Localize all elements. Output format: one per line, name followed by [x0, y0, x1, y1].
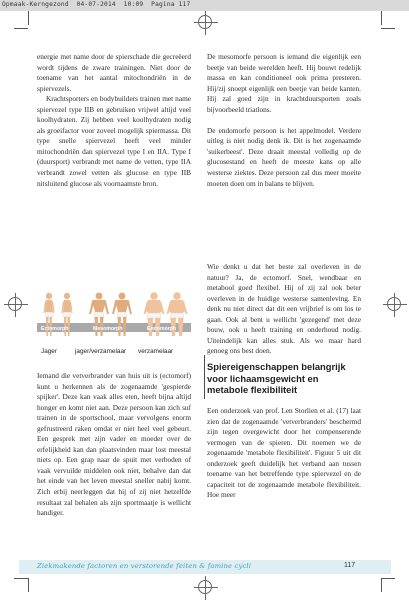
- paragraph: Iemand die vetverbrander van huis uit is (ectomorf) kunt u herkennen als de zogenaamde 'gespierde spijker'. Deze kan vaak alles eten, heeft bijna altijd honger en komt niet aan. Deze persoon kan zich suf trainen in de sportschool, maar vervolgens enorm gefrustreerd raken omdat er niet heel veel gebeurt. Een gesprek met zijn vader en moeder over de erfelijkheid kan dan plaatsvinden maar lost meestal niets op. Een grap naar de spuit met verboden of vaak vervuilde middelen ook niet, behalve dan dat het einde van het leven meestal sneller nabij komt. Zich erbij neerleggen dat hij of zij niet hetzelfde resultaat zal behalen als zijn sportmaatje is wellicht handiger.: [37, 371, 191, 518]
- paragraph: De mesomorfe persoon is iemand die eigenlijk een beetje van beide werelden heeft. Hij bouwt redelijk massa en kan conditioneel ook prima presteren. Hij/zij snoept eigenlijk een beetje van beide kanten. Hij zal goed zijn in krachtduursporten zoals bijvoorbeeld triatlons.: [207, 52, 361, 114]
- crop-mark: [381, 28, 395, 29]
- crop-mark: [381, 11, 382, 25]
- registration-mark-top: [198, 15, 212, 29]
- section-heading: Spiereigenschappen belangrijk voor lichaamsgewicht en metabole flexibiliteit: [207, 361, 346, 395]
- page-number: 117: [344, 562, 356, 569]
- header-slug-bar: [0, 0, 409, 11]
- body-types-illustration: [37, 290, 191, 343]
- paragraph: Wie denkt u dat het beste zal overleven in de natuur? Ja, de ectomorf. Snel, wendbaar en metabool goed flexibel. Hij of zij zal ook beter overleven in de huidige westerse samenleving. En denk nu niet direct dat dit een vrijbrief is om los te gaan. Ook al bent u wellicht 'gezegend' met deze bouw, ook u heeft training en onderhoud nodig. Uiteindelijk kan alles stuk. Als we maar hard genoeg ons best doen.: [207, 262, 361, 356]
- label-mesomorph: Mesomorph: [93, 326, 123, 332]
- crop-mark: [14, 578, 28, 579]
- left-column-top: [37, 52, 191, 189]
- label-ectomorph: Ectomorph: [41, 326, 69, 332]
- crop-mark: [14, 28, 28, 29]
- running-footer-title: Ziekmakende factoren en verstorende feiten & famine cycli: [37, 562, 252, 570]
- label-endomorph: Endomorph: [147, 326, 177, 332]
- crop-mark: [381, 578, 382, 592]
- caption-verzamelaar: verzamelaar: [138, 348, 174, 355]
- right-column-bottom: [207, 406, 361, 501]
- paragraph: energie met name door de spierschade die gecreëerd wordt tijdens de zware trainingen. Niet door de toename van het aantal mitochondriën in de spiervezels.: [37, 52, 191, 93]
- paragraph: Een onderzoek van prof. Len Storlien et al. (17) laat zien dat de zogenaamde 'vetverbranders' beschermd zijn tegen overgewicht door het compenserende vermogen van de spieren. Dit noemen we de zogenaamde 'metabole flexibiliteit'. Figuur 5 uit dit onderzoek geeft duidelijk het verband aan tussen toename van het betreffende type spiervezel en de capaciteit tot de zogenaamde metabole flexibiliteit. Hoe meer: [207, 406, 361, 500]
- crop-mark: [28, 11, 29, 25]
- registration-mark-left: [8, 297, 22, 311]
- caption-jager: Jager: [41, 348, 57, 355]
- registration-mark-right: [387, 297, 401, 311]
- crop-mark: [28, 578, 29, 592]
- left-column-bottom: [37, 371, 191, 519]
- paragraph: De endomorfe persoon is het appelmodel. Verdere uitleg is niet nodig denk ik. Dit is het zogenaamde 'suikerbeest'. Deze draait meestal volledig op de glucosestand en heeft de meeste kans op alle westerse ziektes. Deze persoon zal dus meer moeite moeten doen om in balans te blijven.: [207, 125, 361, 188]
- paragraph: Krachtsporters en bodybuilders trainen met name spiervezel type IIB en gebruiken vrijwel altijd veel koolhydraten. Zij hebben veel koolhydraten nodig als groeifactor voor zoveel mogelijk spiermassa. Dit type snelle spiervezel heeft veel minder mitochondriën dan spiervezel type I en IIA. Type I (duursport) verbrandt met name de vetten, type IIA verbrandt zowel vetten als glucose en type IIB nitsluitend glucose als voornaamste bron.: [37, 94, 191, 188]
- crop-mark: [381, 578, 395, 579]
- registration-mark-bottom: [198, 580, 212, 594]
- header-slug: Opmaak-Kerngezond 04-07-2014 10:09 Pagina 117: [2, 1, 191, 8]
- right-column-top: [207, 52, 361, 189]
- caption-jager-verzamelaar: jager/verzamelaar: [75, 348, 127, 355]
- body-types-figure: [37, 290, 191, 360]
- right-column-middle: [207, 262, 361, 357]
- heading-rule: [204, 355, 205, 399]
